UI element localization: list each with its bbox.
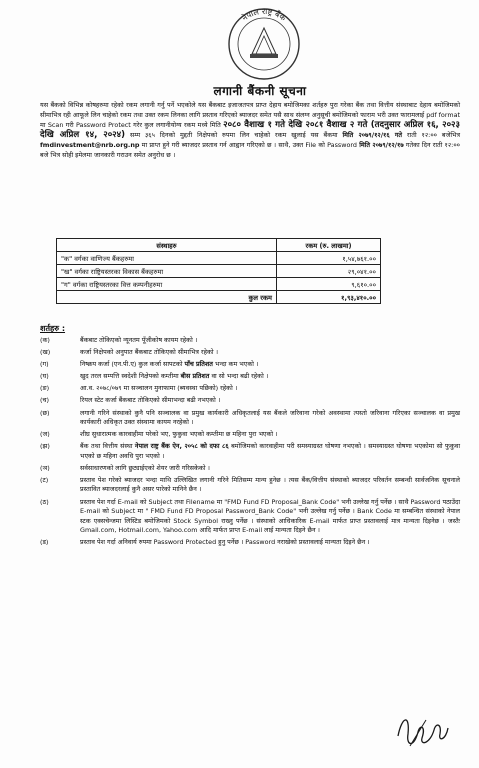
- condition-label: (ग): [40, 360, 49, 369]
- condition-label: (छ): [40, 408, 50, 417]
- total-amount: १,९३,४१०.००: [277, 291, 381, 304]
- condition-item: [40, 498, 460, 536]
- email-address: fmdinvestment@nrb.org.np: [40, 141, 140, 149]
- condition-item: [40, 464, 460, 474]
- intro-paragraph: [40, 100, 460, 160]
- condition-item: [40, 396, 460, 406]
- condition-item: [40, 372, 460, 382]
- condition-label: (ज): [40, 430, 50, 439]
- intro-text-3a: साथै, उक्त File को Password: [278, 141, 357, 149]
- row-name: "ग" वर्गका राष्ट्रियस्तरका वित्त कम्पनीहरुमा: [57, 278, 277, 291]
- condition-text-bold: नेपाल राष्ट्र बैंक ऐन, २०५८ को दफा ८६: [134, 442, 229, 451]
- condition-text: बैंकबाट तोकिएको न्यूनतम पूँजीकोष कायम रहेको ।: [80, 336, 198, 344]
- condition-item: [40, 442, 460, 461]
- row-name: "क" वर्गका वाणिज्य बैंकहरुमा: [57, 252, 277, 265]
- condition-item: [40, 360, 460, 370]
- condition-item: [40, 409, 460, 428]
- condition-text: शीघ्र सुधारात्मक कारवाहीमा परेको भए, फुकुवा भएको कम्तीमा छ महिना पुरा भएको ।: [80, 430, 278, 439]
- condition-item: [40, 348, 460, 358]
- condition-text: सर्वसाधारणको लागि छुट्याईएको शेयर जारी गरिसकेको ।: [80, 463, 210, 472]
- table-row: [57, 278, 381, 291]
- condition-label: (घ): [40, 372, 49, 381]
- condition-label: (ठ): [40, 497, 49, 506]
- condition-label: (झ): [40, 442, 50, 451]
- allocation-table: [56, 238, 381, 304]
- condition-item: [40, 430, 460, 440]
- condition-text-part: बमोजिमको कारवाहीमा परी समस्याग्रस्त घोषणा नभएको । समस्याग्रस्त घोषणा भएकोमा सो फुकुवा भएको छ महिना अवधि पुरा भएको ।: [80, 442, 460, 460]
- condition-text-part: वा सो भन्दा बढी रहेको ।: [209, 372, 269, 381]
- total-row: [57, 291, 381, 304]
- intro-text-2a: सम्म ३६५ दिनको मुद्दती निक्षेपको रुपमा लिन चाहेको रकम खुलाई यस बैंकमा: [129, 131, 338, 139]
- condition-item: [40, 476, 460, 495]
- condition-text: [80, 372, 460, 382]
- condition-text: कर्जा निक्षेपको अनुपात बैंकबाट तोकिएको सीमाभित्र रहेको ।: [80, 348, 219, 357]
- condition-label: (ट): [40, 475, 49, 484]
- condition-label: (ड): [40, 538, 49, 547]
- condition-text: रियल स्टेट कर्जा बैंकबाट तोकिएको सीमाभन्दा बढी नभएको ।: [80, 396, 221, 405]
- intro-text-3c: गतेका दिन राती १२:०० बजे भित्र सोही इमेलमा जानकारी गराउन समेत अनुरोध छ ।: [40, 141, 460, 159]
- total-label: कुल रकम: [57, 291, 277, 304]
- intro-text-2c: राती १२:०० बजेभित्र: [407, 131, 460, 139]
- condition-label: (ञ): [40, 463, 50, 472]
- table-header-row: [57, 239, 381, 252]
- deadline-date: मिति २०७९/१२/१६ गते: [342, 131, 403, 139]
- header-amount: रकम (रु. लाखमा): [277, 239, 381, 252]
- row-amount: २९,०४१.००: [277, 265, 381, 278]
- table-row: [57, 265, 381, 278]
- condition-item: [40, 384, 460, 394]
- condition-text: आ.व. २०७८/०७९ मा सञ्चालन मुनाफामा (ब्यवस्था पछिको) रहेको ।: [80, 384, 238, 393]
- row-amount: १,५४,७६१.००: [277, 252, 381, 265]
- row-name: "ख" वर्गका राष्ट्रियस्तरका विकास बैंकहरुमा: [57, 265, 277, 278]
- condition-text: प्रस्ताव पेश गर्दा अनिवार्य रुपमा Password Protected हुनु पर्नेछ । Password नराखेको प्रस्तावलाई मान्यता दिइने छैन ।: [80, 538, 370, 547]
- condition-label: (च): [40, 396, 50, 405]
- condition-item: [40, 538, 460, 548]
- conditions-list: [40, 336, 460, 550]
- condition-text: प्रस्ताव पेश गर्दा E-mail को Subject तथा Filename मा "FMD Fund FD Proposal_Bank Code" भनी उल्लेख गर्नु पर्नेछ । साथै Password पठाउँदा E-mail को Subject मा " FMD Fund FD Proposal Password_Bank Code" भनी उल्लेख गर्नु पर्नेछ । Bank Code मा सम्बन्धित संस्थाको नेपाल स्टक एक्सचेन्जमा लिस्टिड बमोजिमको Stock Symbol राख्नु पर्नेछ । संस्थाको आधिकारिक E-mail मार्फत प्राप्त प्रस्तावलाई मात्र मान्यता दिइनेछ । जस्तैः Gmail.com, Hotmail.com, Yahoo.com आदि मार्फत प्राप्त E-mail लाई मान्यता दिइने छैन ।: [80, 497, 460, 535]
- condition-item: [40, 336, 460, 346]
- condition-text-bold: बीस प्रतिशत: [180, 372, 210, 381]
- signature: [392, 706, 452, 754]
- intro-text-1: यस बैंकको विभिन्न कोषहरुमा रहेको रकम लगानी गर्नु पर्ने भएकोले यस बैंकबाट इजाजतपत्र प्राप्त देहाय बमोजिमका शर्तहरु पुरा गरेका बैंक तथा वित्तीय संस्थाबाट देहाय बमोजिमको सीमाभित्र रही आफूले लिन चाहेको रकम तथा उक्त रकम लिनका लागि प्रस्ताव गरिएको ब्याजदर समेत यसै साथ संलग्न अनुसूची बमोजिमको फाराम भरी उक्त फारामलाई pdf format मा Scan गरी Password Protect गरेर कुल लगानीयोग्य रकम मध्ये मिति: [40, 101, 460, 129]
- condition-text: [80, 360, 460, 370]
- nrb-seal-logo: [222, 6, 306, 82]
- condition-text-part: खुद तरल सम्पत्ति स्वदेशी निक्षेपको कम्तीमा: [80, 372, 181, 381]
- intro-text-2d: मा प्राप्त हुने गरी ब्याजदर प्रस्ताव गर्न आह्वान गरिएको छ ।: [141, 141, 277, 149]
- condition-text-part: बैंक तथा वित्तीय संस्था: [80, 442, 135, 451]
- password-deadline: मिति २०७९/१२/१७: [359, 141, 404, 149]
- condition-text: प्रस्ताव पेश गरेको ब्याजदर भन्दा माथि उल्लिखित लगानी गरिने मितिसम्म मान्य हुनेछ । त्यस बैंक/वित्तीय संस्थाको ब्याजदर परिवर्तन सम्बन्धी सार्वजनिक सूचनाले प्रस्तावित ब्याजदरलाई कुनै असर पारेको मानिने छैन ।: [80, 475, 460, 494]
- svg-text:नेपाल राष्ट्र बैंक: नेपाल राष्ट्र बैंक: [240, 6, 288, 23]
- condition-label: (ख): [40, 348, 51, 357]
- condition-text-part: भन्दा कम भएको ।: [212, 360, 259, 369]
- condition-label: (क): [40, 336, 50, 344]
- condition-text-part: निष्क्रय कर्जा (एन.पी.ए) कुल कर्जा सापटको: [80, 360, 185, 369]
- conditions-heading: शर्तहरु :: [40, 324, 66, 333]
- page-title: लगानी बैंकनी सूचना: [213, 84, 307, 98]
- condition-text: लगानी गरिने संस्थाको कुनै पनि सञ्चालक वा प्रमुख कार्यकारी अधिकृतलाई यस बैंकले जरिवाना गरेको अवस्थामा त्यस्तो जरिवाना गरिएका सञ्चालक वा प्रमुख कार्यकारी अधिकृत उक्त संस्थामा कायम नरहेको ।: [80, 408, 460, 427]
- condition-label: (ङ): [40, 384, 50, 393]
- header-institutions: संस्थाहरु: [57, 239, 277, 252]
- table-row: [57, 252, 381, 265]
- condition-text: [80, 442, 460, 461]
- condition-text-bold: पाँच प्रतिशत: [184, 360, 213, 369]
- row-amount: ९,६१०.००: [277, 278, 381, 291]
- investment-period: २०८० वैशाख १ गते देखि २०८१ वैशाख २ गते (तदनुसार अप्रिल १६, २०२३ देखि अप्रिल १४, २०२४): [40, 120, 460, 140]
